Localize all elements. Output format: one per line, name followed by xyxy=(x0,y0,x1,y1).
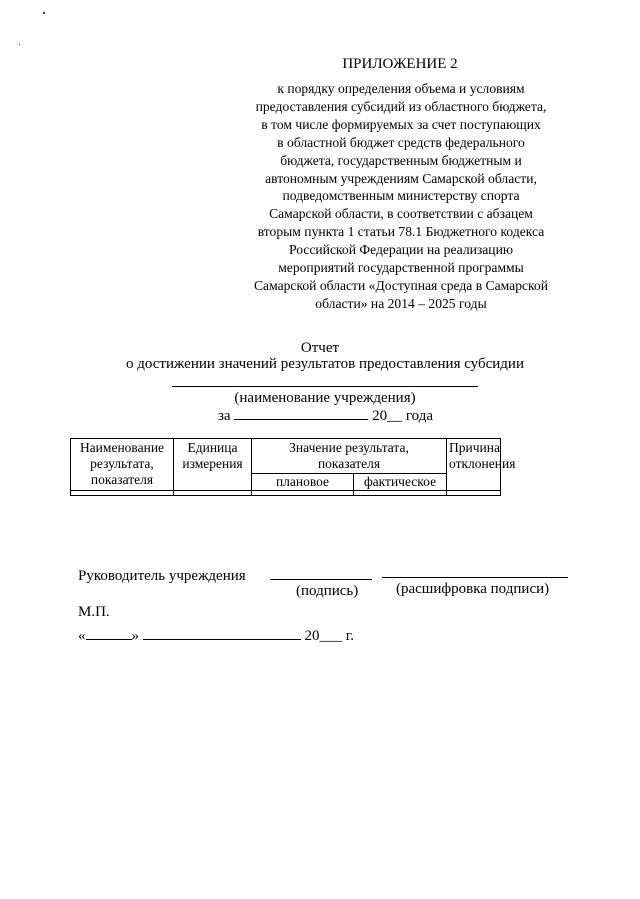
table-header-row xyxy=(71,439,501,474)
table-cell[interactable] xyxy=(252,491,354,496)
col-header-planned: плановое xyxy=(252,474,354,491)
header-line: Причина xyxy=(449,440,500,455)
signature-decode-caption: (расшифровка подписи) xyxy=(396,581,550,597)
date-quote-close: » xyxy=(131,628,139,644)
col-header-actual: фактическое xyxy=(354,474,447,491)
signature-decode-line[interactable] xyxy=(382,577,568,578)
org-name-caption: (наименование учреждения) xyxy=(234,390,416,406)
table-cell[interactable] xyxy=(354,491,447,496)
signature-line[interactable] xyxy=(270,579,372,580)
col-header-value xyxy=(252,439,447,474)
scan-speck xyxy=(19,44,20,45)
appendix-line: Самарской области «Доступная среда в Самарской xyxy=(253,277,549,293)
period-line xyxy=(218,407,433,425)
appendix-line: мероприятий государственной программы xyxy=(278,260,524,276)
appendix-line: бюджета, государственным бюджетным и xyxy=(280,152,522,168)
header-line: показателя xyxy=(317,456,381,471)
appendix-line: области» на 2014 – 2025 годы xyxy=(315,295,487,311)
col-header-reason xyxy=(447,439,516,491)
org-name-line[interactable] xyxy=(172,386,478,387)
date-year: 20___ г. xyxy=(304,628,354,644)
period-year: 20__ года xyxy=(372,408,433,424)
col-header-name xyxy=(71,439,174,491)
scan-speck xyxy=(43,12,45,14)
period-prefix: за xyxy=(218,408,231,424)
header-line: измерения xyxy=(182,456,243,471)
table-cell[interactable] xyxy=(174,491,252,496)
report-title: Отчет xyxy=(300,340,340,356)
signature-caption: (подпись) xyxy=(296,583,359,599)
report-subtitle: о достижении значений результатов предоставления субсидии xyxy=(126,356,524,372)
stamp-place-label: М.П. xyxy=(78,604,110,620)
col-header-unit xyxy=(174,439,252,491)
appendix-line: к порядку определения объема и условиям xyxy=(277,81,525,96)
appendix-line: автономным учреждениям Самарской области, xyxy=(265,170,537,186)
appendix-title: ПРИЛОЖЕНИЕ 2 xyxy=(342,56,458,72)
appendix-line: Российской Федерации на реализацию xyxy=(288,242,513,258)
date-month-blank[interactable] xyxy=(143,628,301,640)
appendix-line: в областной бюджет средств федерального xyxy=(277,134,525,150)
date-line xyxy=(78,628,354,645)
table-cell[interactable] xyxy=(447,491,501,496)
results-table xyxy=(70,438,516,496)
table-row xyxy=(71,491,501,496)
header-line: Значение результата, xyxy=(289,440,409,455)
date-day-blank[interactable] xyxy=(86,628,132,640)
appendix-line: в том числе формируемых за счет поступающих xyxy=(261,116,541,132)
header-line: результата, xyxy=(90,456,154,471)
head-signature-label: Руководитель учреждения xyxy=(78,568,246,584)
appendix-line: вторым пункта 1 статьи 78.1 Бюджетного кодекса xyxy=(257,224,545,240)
date-quote-open: « xyxy=(78,628,86,644)
header-line: Наименование xyxy=(79,440,165,455)
appendix-line: Самарской области, в соответствии с абзацем xyxy=(269,206,533,222)
appendix-line: подведомственным министерству спорта xyxy=(282,188,520,204)
table-cell[interactable] xyxy=(71,491,174,496)
appendix-line: предоставления субсидий из областного бюджета, xyxy=(255,98,547,114)
header-line: показателя xyxy=(90,472,154,487)
header-line: отклонения xyxy=(449,456,516,471)
period-blank[interactable] xyxy=(234,407,368,420)
appendix-description xyxy=(232,80,570,313)
header-line: Единица xyxy=(187,440,238,455)
